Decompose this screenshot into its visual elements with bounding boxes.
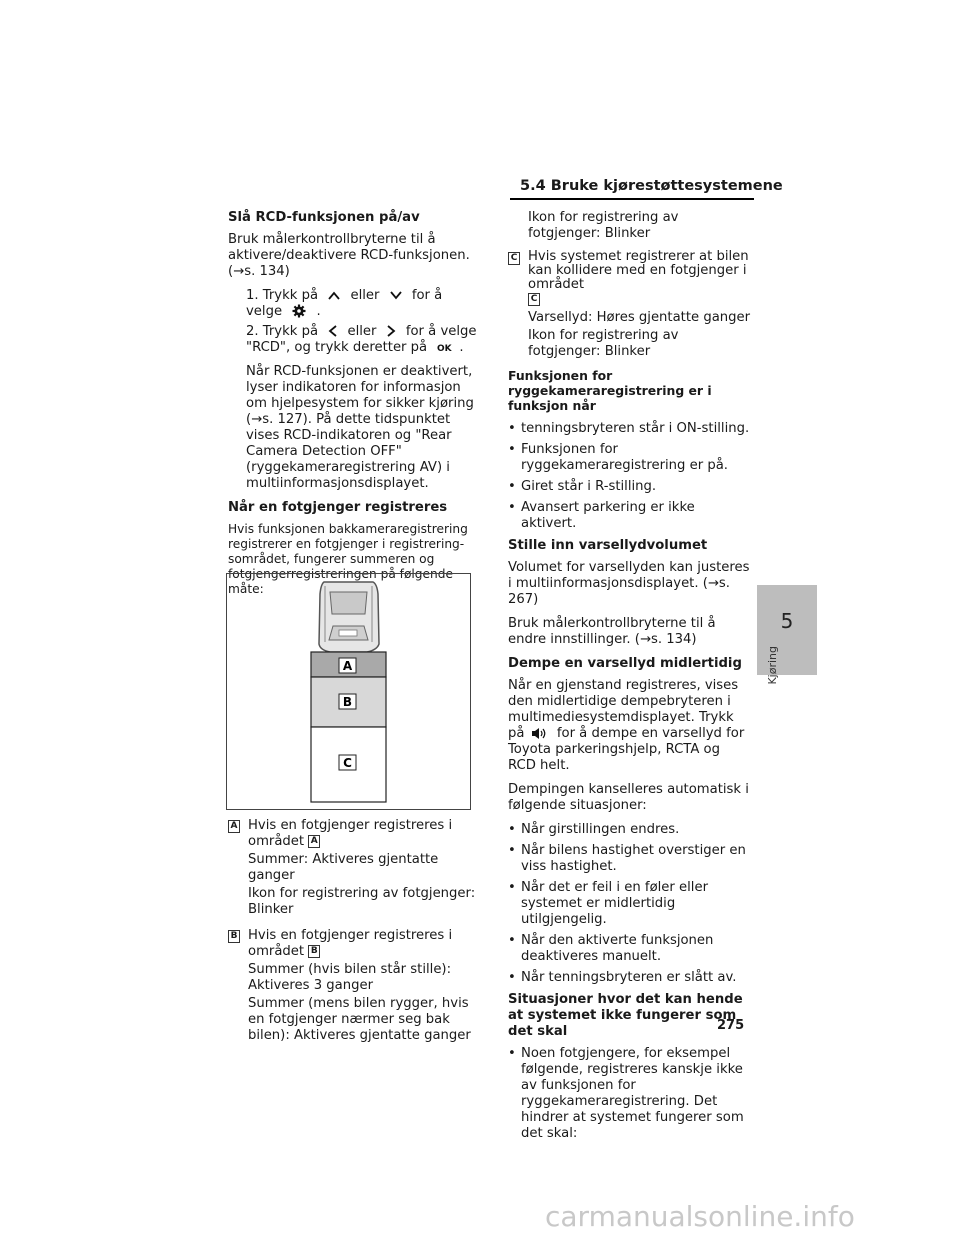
list-item: • Når bilens hastighet overstiger en viss hastighet. <box>508 843 752 875</box>
page-number: 275 <box>717 1018 745 1033</box>
watermark: carmanualsonline.info <box>545 1200 855 1233</box>
item-zone-c <box>508 250 752 360</box>
chevron-right-icon <box>387 325 396 337</box>
item-b-continued: Ikon for registrering av fotgjenger: Blinker <box>528 210 679 241</box>
zone-c-label: C <box>343 756 352 770</box>
zone-b-label: B <box>342 695 353 709</box>
item-a-line1: Hvis en fotgjenger registreres i <box>248 818 453 833</box>
list-item: • Giret står i R-stilling. <box>508 479 752 495</box>
heading-pedestrian: Når en fotgjenger registreres <box>228 500 448 515</box>
detection-zone-figure <box>226 573 471 810</box>
step2-line2: "RCD", og trykk deretter på <box>246 340 428 355</box>
step1-end: . <box>316 304 321 319</box>
heading-limitations: Situasjoner hvor det kan hende at systemet ikke fungerer som det skal <box>508 992 743 1039</box>
heading-rcd-toggle: Slå RCD-funksjonen på/av <box>228 210 420 225</box>
chevron-left-icon <box>328 325 337 337</box>
list-mute-cancel <box>508 822 752 986</box>
svg-text:OK: OK <box>437 344 452 352</box>
list-item: • Noen fotgjengere, for eksempel følgende, registreres kanskje ikke av funksjonen for ryggekameraregistrering. Det hindrer at systemet fungerer som det skal: <box>508 1046 752 1142</box>
list-item: • Når girstillingen endres. <box>508 822 752 838</box>
list-item: • Når tenningsbryteren er slått av. <box>508 970 752 986</box>
item-c-line1: Hvis systemet registrerer at bilen kan kollidere med en fotgjenger i området <box>528 249 749 292</box>
zone-b-key: B <box>228 930 240 943</box>
heading-rcd-active: Funksjonen for ryggekameraregistrering er i funksjon når <box>508 368 712 413</box>
item-b-line4: Summer (mens bilen rygger, hvis en fotgjenger nærmer seg bak bilen): Aktiveres gjentatte ganger <box>248 996 471 1043</box>
paragraph-rcd-note: Når RCD-funksjonen er deaktivert, lyser indikatoren for informasjon om hjelpesystem for sikker kjøring (→s. 127). På dette tidspunktet vises RCD-indikatoren og "Rear Camera Detection OFF" (ryggekameraregistrering AV) i multiinformasjonsdisplayet. <box>246 364 474 491</box>
zone-a-label: A <box>342 659 353 673</box>
paragraph-pedestrian: Hvis funksjonen bakkameraregistrering registrerer en fotgjenger i registrering-sområdet, fungerer summeren og fotgjengerregistreringen på følgende måte: <box>228 522 468 596</box>
step2-or: eller <box>347 324 377 339</box>
step2-select: for å velge <box>405 324 477 339</box>
item-a-line2: området <box>248 834 305 849</box>
item-a-line3: Summer: Aktiveres gjentatte ganger <box>248 852 439 883</box>
step1-select: for å velge <box>246 288 443 319</box>
step1-or: eller <box>350 288 380 303</box>
step-2 <box>228 324 478 356</box>
step1-text: 1. Trykk på <box>246 288 319 303</box>
chapter-number: 5 <box>780 609 794 633</box>
item-b-line1: Hvis en fotgjenger registreres i <box>248 928 453 943</box>
paragraph-mute <box>508 678 752 774</box>
list-item: • Funksjonen for ryggekameraregistrering er på. <box>508 442 752 474</box>
heading-volume: Stille inn varsellydvolumet <box>508 538 708 553</box>
zone-c-inline-key: C <box>528 293 540 306</box>
mute-text-pre: Når en gjenstand registreres, vises den midlertidige dempebryteren i multimediesystemdisplayet. Trykk på <box>508 678 739 741</box>
list-item: • Når det er feil i en føler eller systemet er midlertidig utilgjengelig. <box>508 880 752 928</box>
item-zone-a <box>228 818 478 918</box>
speaker-icon <box>531 727 547 740</box>
item-c-line3: Varsellyd: Høres gjentatte ganger <box>528 310 751 325</box>
list-item: • Avansert parkering er ikke aktivert. <box>508 500 752 532</box>
mute-text-post: for å dempe en varsellyd for Toyota parkeringshjelp, RCTA og RCD helt. <box>508 726 745 773</box>
paragraph-settings: Bruk målerkontrollbryterne til å endre innstillinger. (→s. 134) <box>508 616 716 647</box>
gear-icon <box>292 304 306 318</box>
detection-zone-diagram <box>227 574 470 809</box>
list-rcd-conditions <box>508 421 752 532</box>
zone-a-inline-key: A <box>308 835 320 848</box>
zone-c-key: C <box>508 252 520 265</box>
chevron-down-icon <box>390 291 402 300</box>
car-outline <box>319 582 379 652</box>
list-item: • Når den aktiverte funksjonen deaktiveres manuelt. <box>508 933 752 965</box>
item-a-line4: Ikon for registrering av fotgjenger: Blinker <box>248 886 476 917</box>
item-b-line2: området <box>248 944 305 959</box>
chapter-label: Kjøring <box>766 646 779 685</box>
step2-text: 2. Trykk på <box>246 324 319 339</box>
right-column <box>508 210 752 1142</box>
left-column-bottom <box>228 818 478 1044</box>
zone-b-inline-key: B <box>308 945 320 958</box>
paragraph-rcd-intro: Bruk målerkontrollbryterne til å aktivere/deaktivere RCD-funksjonen. (→s. 134) <box>228 232 470 279</box>
paragraph-mute-cancel: Dempingen kanselleres automatisk i følgende situasjoner: <box>508 782 749 813</box>
item-zone-b <box>228 928 478 1044</box>
list-item: • tenningsbryteren står i ON-stilling. <box>508 421 752 437</box>
section-header: 5.4 Bruke kjørestøttesystemene <box>520 178 783 194</box>
header-rule <box>510 198 754 200</box>
item-c-line4: Ikon for registrering av fotgjenger: Blinker <box>528 328 679 359</box>
step2-end: . <box>459 340 464 355</box>
chevron-up-icon <box>328 291 340 300</box>
left-column <box>228 210 478 605</box>
item-b-line3: Summer (hvis bilen står stille): Aktiveres 3 ganger <box>248 962 452 993</box>
zone-a-key: A <box>228 820 240 833</box>
step-1 <box>228 288 478 320</box>
ok-icon <box>437 342 453 352</box>
paragraph-volume: Volumet for varsellyden kan justeres i multiinformasjonsdisplayet. (→s. 267) <box>508 560 750 607</box>
heading-mute: Dempe en varsellyd midlertidig <box>508 656 742 671</box>
